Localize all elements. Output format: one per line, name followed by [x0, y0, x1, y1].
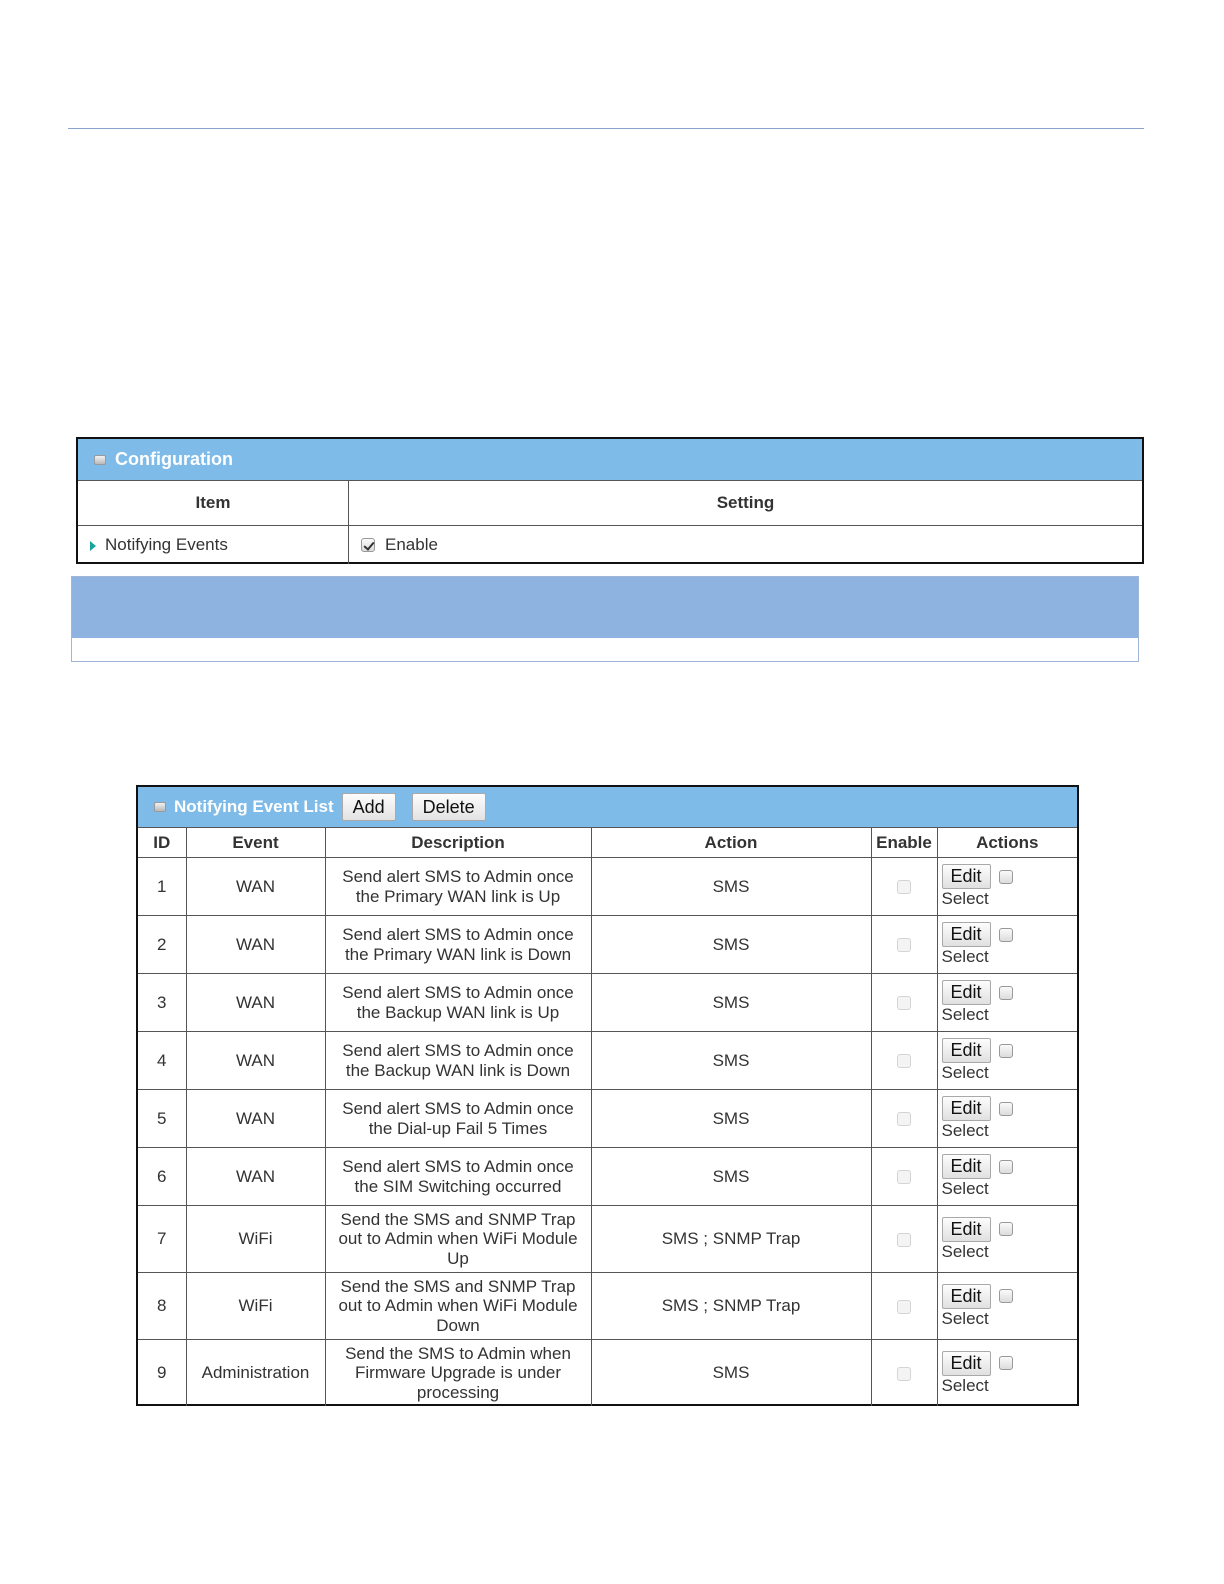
notifying-events-label: Notifying Events: [105, 535, 228, 554]
edit-button[interactable]: Edit: [942, 1351, 991, 1376]
item-cell: [78, 526, 349, 565]
configuration-button-bar: [71, 576, 1139, 662]
cell-enable: [871, 1273, 937, 1340]
select-label: Select: [941, 889, 989, 908]
cell-event: WAN: [186, 974, 325, 1032]
table-row: [138, 1032, 1077, 1090]
cell-event: WAN: [186, 1032, 325, 1090]
row-select-checkbox[interactable]: [999, 1160, 1013, 1174]
cell-action: SMS: [591, 1148, 871, 1206]
cell-description: [325, 1032, 591, 1090]
cell-enable: [871, 916, 937, 974]
cell-id: 4: [138, 1032, 186, 1090]
cell-id: 1: [138, 858, 186, 916]
delete-button[interactable]: Delete: [412, 793, 486, 821]
row-enable-checkbox[interactable]: [897, 1112, 911, 1126]
cell-actions: [937, 1340, 1077, 1407]
cell-description: [325, 1148, 591, 1206]
cell-enable: [871, 858, 937, 916]
edit-button[interactable]: Edit: [942, 922, 991, 947]
cell-enable: [871, 1206, 937, 1273]
table-row: [138, 1206, 1077, 1273]
description-line: the Primary WAN link is Down: [344, 944, 572, 964]
add-button[interactable]: Add: [342, 793, 396, 821]
cell-enable: [871, 1032, 937, 1090]
description-line: out to Admin when WiFi Module: [338, 1229, 578, 1249]
column-header-enable: Enable: [871, 828, 937, 858]
enable-label: Enable: [385, 535, 438, 554]
cell-event: WiFi: [186, 1273, 325, 1340]
column-header-description: Description: [325, 828, 591, 858]
row-select-checkbox[interactable]: [999, 1102, 1013, 1116]
row-enable-checkbox[interactable]: [897, 1170, 911, 1184]
cell-actions: [937, 1273, 1077, 1340]
description-line: Send alert SMS to Admin once: [342, 867, 574, 886]
column-header-action: Action: [591, 828, 871, 858]
table-row: [138, 1090, 1077, 1148]
edit-button[interactable]: Edit: [942, 1038, 991, 1063]
cell-description: [325, 1206, 591, 1273]
cell-action: SMS: [591, 1090, 871, 1148]
cell-enable: [871, 974, 937, 1032]
cell-id: 8: [138, 1273, 186, 1340]
column-header-setting: Setting: [349, 481, 1143, 526]
cell-event: WAN: [186, 916, 325, 974]
description-line: Send alert SMS to Admin once: [342, 1157, 574, 1176]
row-select-checkbox[interactable]: [999, 870, 1013, 884]
cell-id: 5: [138, 1090, 186, 1148]
configuration-table: [78, 480, 1142, 564]
cell-actions: [937, 974, 1077, 1032]
table-row: [138, 1148, 1077, 1206]
description-line: Send the SMS and SNMP Trap: [340, 1276, 576, 1296]
select-label: Select: [941, 1063, 989, 1082]
cell-id: 3: [138, 974, 186, 1032]
cell-actions: [937, 1148, 1077, 1206]
event-list-table: [138, 827, 1077, 1406]
row-enable-checkbox[interactable]: [897, 1300, 911, 1314]
row-select-checkbox[interactable]: [999, 1044, 1013, 1058]
row-select-checkbox[interactable]: [999, 1356, 1013, 1370]
row-select-checkbox[interactable]: [999, 1222, 1013, 1236]
cell-action: SMS: [591, 858, 871, 916]
row-enable-checkbox[interactable]: [897, 996, 911, 1010]
table-row: [138, 1273, 1077, 1340]
description-line: Up: [447, 1248, 469, 1268]
cell-id: 6: [138, 1148, 186, 1206]
cell-id: 2: [138, 916, 186, 974]
panel-bullet-icon: [154, 802, 166, 812]
description-line: Send alert SMS to Admin once: [342, 1099, 574, 1118]
column-header-event: Event: [186, 828, 325, 858]
row-select-checkbox[interactable]: [999, 986, 1013, 1000]
event-list-header: [138, 787, 1077, 827]
cell-actions: [937, 858, 1077, 916]
description-line: Send alert SMS to Admin once: [342, 1041, 574, 1060]
description-line: out to Admin when WiFi Module: [338, 1296, 578, 1316]
cell-event: WAN: [186, 1148, 325, 1206]
cell-action: SMS ; SNMP Trap: [591, 1206, 871, 1273]
notifying-events-enable-checkbox[interactable]: [361, 538, 375, 552]
cell-action: SMS: [591, 1032, 871, 1090]
column-header-id: ID: [138, 828, 186, 858]
event-rows: [138, 858, 1077, 1407]
cell-description: [325, 1090, 591, 1148]
edit-button[interactable]: Edit: [942, 1217, 991, 1242]
edit-button[interactable]: Edit: [942, 980, 991, 1005]
select-label: Select: [941, 1241, 989, 1261]
cell-action: SMS ; SNMP Trap: [591, 1273, 871, 1340]
row-enable-checkbox[interactable]: [897, 880, 911, 894]
select-label: Select: [941, 1308, 989, 1328]
configuration-title: Configuration: [115, 449, 233, 469]
description-line: Send the SMS and SNMP Trap: [340, 1209, 576, 1229]
cell-actions: [937, 1206, 1077, 1273]
cell-enable: [871, 1340, 937, 1407]
description-line: the Backup WAN link is Up: [356, 1002, 560, 1022]
description-line: Firmware Upgrade is under: [355, 1363, 561, 1383]
select-label: Select: [941, 1375, 989, 1395]
description-line: Send the SMS to Admin when: [345, 1343, 571, 1363]
row-enable-checkbox[interactable]: [897, 938, 911, 952]
select-label: Select: [941, 1179, 989, 1198]
row-enable-checkbox[interactable]: [897, 1367, 911, 1381]
edit-button[interactable]: Edit: [942, 1096, 991, 1121]
cell-action: SMS: [591, 974, 871, 1032]
cell-id: 7: [138, 1206, 186, 1273]
select-label: Select: [941, 947, 989, 966]
row-select-checkbox[interactable]: [999, 928, 1013, 942]
setting-cell: [349, 526, 1143, 565]
description-line: Send alert SMS to Admin once: [342, 925, 574, 944]
triangle-right-icon: [90, 541, 96, 551]
configuration-panel: [76, 437, 1144, 564]
event-list-title: Notifying Event List: [174, 797, 334, 816]
edit-button[interactable]: Edit: [942, 864, 991, 889]
button-bar-fill: [72, 577, 1138, 638]
description-line: the Backup WAN link is Down: [345, 1060, 571, 1080]
table-row: [138, 858, 1077, 916]
cell-enable: [871, 1148, 937, 1206]
panel-bullet-icon: [94, 455, 106, 465]
row-select-checkbox[interactable]: [999, 1289, 1013, 1303]
cell-actions: [937, 1032, 1077, 1090]
cell-event: Administration: [186, 1340, 325, 1407]
edit-button[interactable]: Edit: [942, 1154, 991, 1179]
cell-description: [325, 858, 591, 916]
configuration-header: [78, 439, 1142, 480]
select-label: Select: [941, 1121, 989, 1140]
column-header-actions: Actions: [937, 828, 1077, 858]
description-line: the Dial-up Fail 5 Times: [368, 1118, 548, 1138]
top-divider: [68, 128, 1144, 129]
cell-description: [325, 974, 591, 1032]
cell-description: [325, 1340, 591, 1407]
notifying-event-list-panel: [136, 785, 1079, 1406]
description-line: Down: [436, 1315, 480, 1335]
row-enable-checkbox[interactable]: [897, 1233, 911, 1247]
table-row: [138, 916, 1077, 974]
cell-event: WAN: [186, 858, 325, 916]
description-line: processing: [416, 1382, 500, 1402]
edit-button[interactable]: Edit: [942, 1284, 991, 1309]
cell-description: [325, 1273, 591, 1340]
cell-action: SMS: [591, 916, 871, 974]
column-header-item: Item: [78, 481, 349, 526]
cell-event: WAN: [186, 1090, 325, 1148]
table-row: [138, 974, 1077, 1032]
cell-description: [325, 916, 591, 974]
cell-enable: [871, 1090, 937, 1148]
select-label: Select: [941, 1005, 989, 1024]
cell-actions: [937, 1090, 1077, 1148]
cell-id: 9: [138, 1340, 186, 1407]
description-line: the SIM Switching occurred: [354, 1176, 562, 1196]
description-line: the Primary WAN link is Up: [355, 886, 561, 906]
config-row-notifying-events: [78, 526, 1142, 565]
cell-actions: [937, 916, 1077, 974]
row-enable-checkbox[interactable]: [897, 1054, 911, 1068]
description-line: Send alert SMS to Admin once: [342, 983, 574, 1002]
table-row: [138, 1340, 1077, 1407]
cell-event: WiFi: [186, 1206, 325, 1273]
cell-action: SMS: [591, 1340, 871, 1407]
